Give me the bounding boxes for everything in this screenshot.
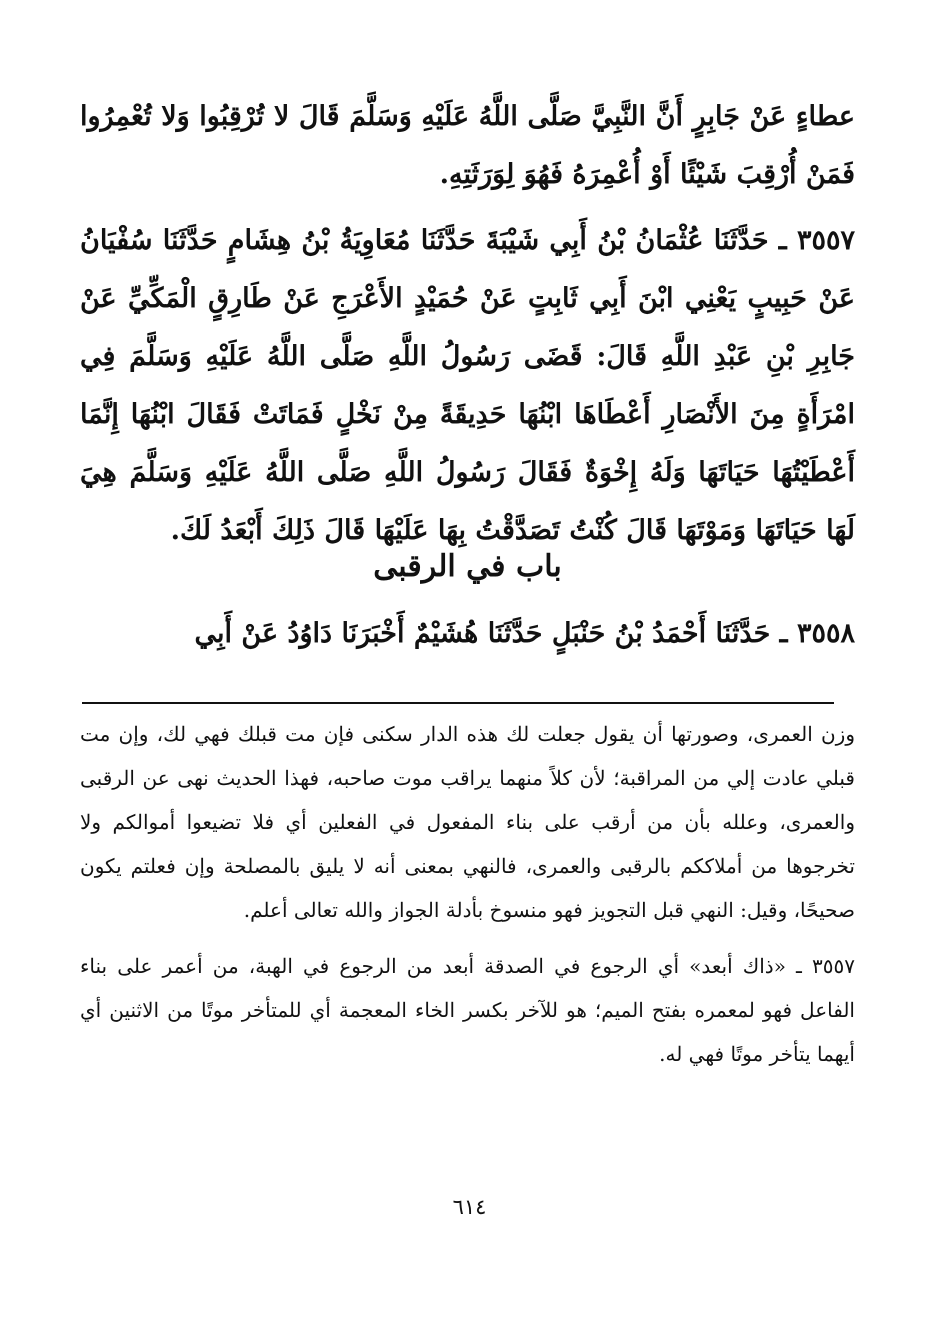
- commentary-paragraph: وزن العمرى، وصورتها أن يقول جعلت لك هذه الدار سكنى فإن مت قبلك فهي لك، وإن مت قبلي عادت إلي من المراقبة؛ لأن كلاً منهما يراقب موت صاحبه، فهذا الحديث نهى عن الرقبى والعمرى، وعلله بأن من أرقب على بناء المفعول في الفعلين أي فلا تضيعوا أموالكم ولا تخرجوها من أملاككم بالرقبى والعمرى، فالنهي بمعنى أنه لا يليق بالمصلحة وإن فعلتم يكون صحيحًا، وقيل: النهي قبل التجويز فهو منسوخ بأدلة الجواز والله تعالى أعلم.: [80, 722, 855, 922]
- footnote-divider: [82, 702, 834, 704]
- hadith-paragraph: ٣٥٥٧ ـ حَدَّثَنَا عُثْمَانُ بْنُ أَبِي شَيْبَةَ حَدَّثَنَا مُعَاوِيَةُ بْنُ هِشَامٍ حَدَّثَنَا سُفْيَانُ عَنْ حَبِيبٍ يَعْنِي ابْنَ أَبِي ثَابِتٍ عَنْ حُمَيْدٍ الأَعْرَجِ عَنْ طَارِقٍ الْمَكِّيِّ عَنْ جَابِرِ بْنِ عَبْدِ اللَّهِ قَالَ: قَضَى رَسُولُ اللَّهِ صَلَّى اللَّهُ عَلَيْهِ وَسَلَّمَ فِي امْرَأَةٍ مِنَ الأَنْصَارِ أَعْطَاهَا ابْنُهَا حَدِيقَةً مِنْ نَخْلٍ فَمَاتَتْ فَقَالَ ابْنُهَا إِنَّمَا أَعْطَيْتُهَا حَيَاتَهَا وَلَهُ إِخْوَةٌ فَقَالَ رَسُولُ اللَّهِ صَلَّى اللَّهُ عَلَيْهِ وَسَلَّمَ هِيَ لَهَا حَيَاتَهَا وَمَوْتَهَا قَالَ كُنْتُ تَصَدَّقْتُ بِهَا عَلَيْهَا قَالَ ذَلِكَ أَبْعَدُ لَكَ.: [80, 225, 855, 546]
- hadith-paragraph: ٣٥٥٨ ـ حَدَّثَنَا أَحْمَدُ بْنُ حَنْبَلٍ حَدَّثَنَا هُشَيْمٌ أَخْبَرَنَا دَاوُدُ عَنْ أَبِي: [194, 618, 855, 649]
- commentary-block: [80, 712, 855, 1076]
- chapter-heading: باب في الرقبى: [373, 549, 562, 584]
- hadith-paragraph: عطاءٍ عَنْ جَابِرٍ أَنَّ النَّبِيَّ صَلَّى اللَّهُ عَلَيْهِ وَسَلَّمَ قَالَ لا تُرْقِبُوا وَلا تُعْمِرُوا فَمَنْ أُرْقِبَ شَيْئًا أَوْ أُعْمِرَهُ فَهُوَ لِوَرَثَتِهِ.: [80, 101, 855, 190]
- commentary-paragraph: ٣٥٥٧ ـ «ذاك أبعد» أي الرجوع في الصدقة أبعد من الرجوع في الهبة، من أعمر على بناء الفاعل فهو لمعمره بفتح الميم؛ هو للآخر بكسر الخاء المعجمة أي للمتأخر موتًا من الاثنين أي أيهما يتأخر موتًا فهي له.: [80, 954, 855, 1066]
- main-text-block: [80, 88, 855, 560]
- page-number: ٦١٤: [452, 1195, 487, 1219]
